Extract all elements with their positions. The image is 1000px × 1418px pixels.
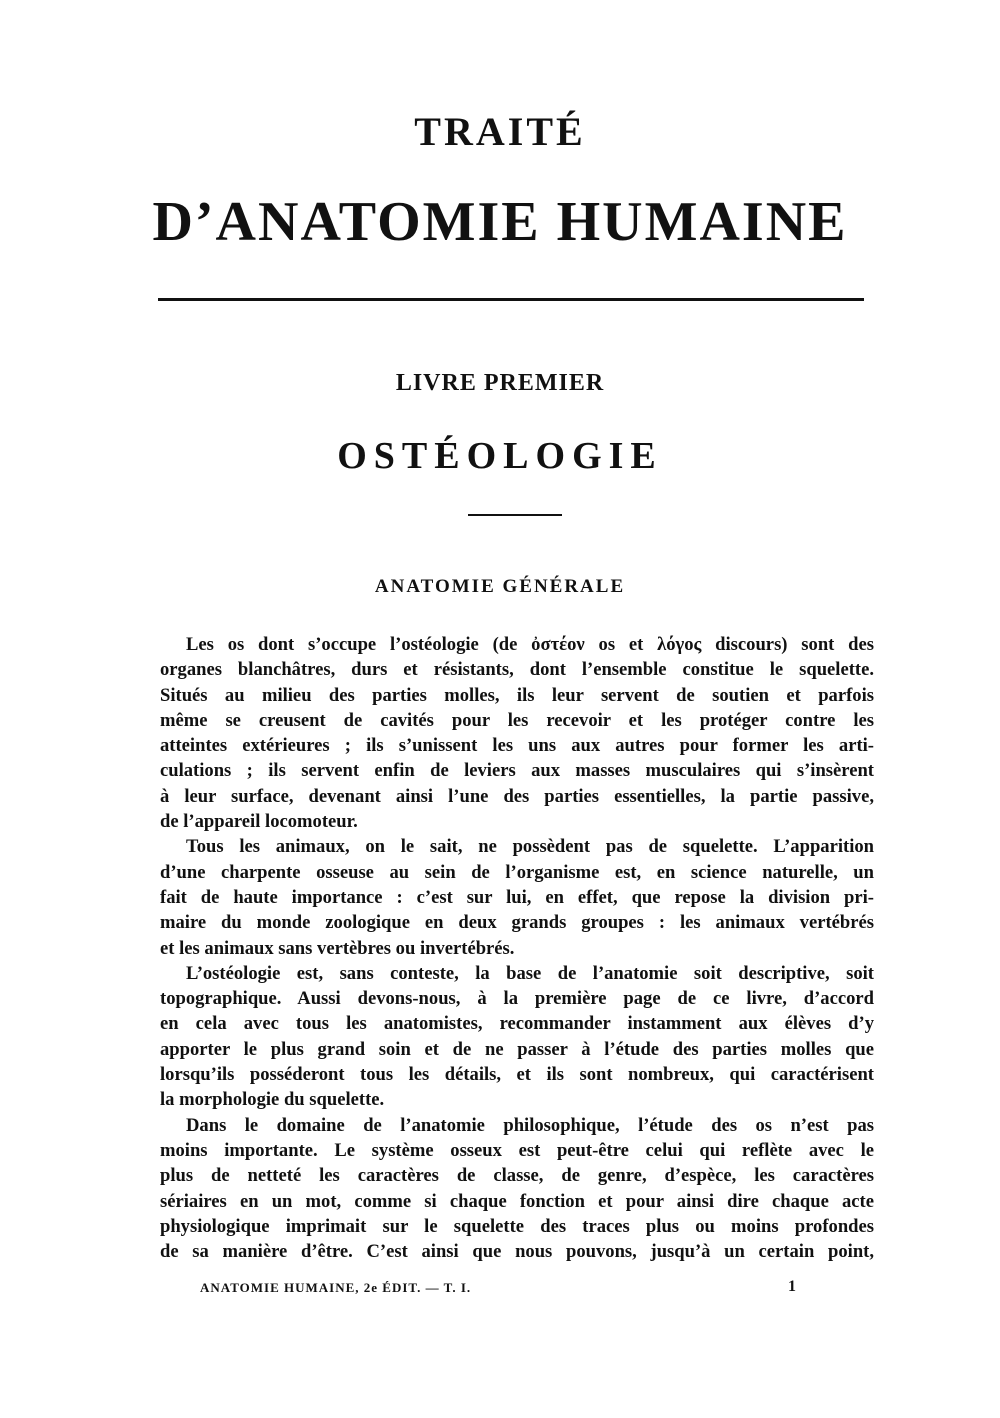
section-heading: ANATOMIE GÉNÉRALE: [374, 576, 626, 597]
body-line: même se creusent de cavités pour les recevoir et les protéger contre les: [160, 709, 874, 731]
body-line: de sa manière d’être. C’est ainsi que nous pouvons, jusqu’à un certain point,: [160, 1241, 874, 1263]
body-line: Tous les animaux, on le sait, ne possèdent pas de squelette. L’apparition: [186, 836, 874, 858]
body-line: Dans le domaine de l’anatomie philosophique, l’étude des os n’est pas: [186, 1114, 874, 1136]
title-line-2: D’ANATOMIE HUMAINE: [152, 191, 848, 253]
body-line: apporter le plus grand soin et de ne passer à l’étude des parties molles que: [160, 1038, 874, 1060]
body-line: culations ; ils servent enfin de leviers aux masses musculaires qui s’insèrent: [160, 760, 874, 782]
body-line: organes blanchâtres, durs et résistants, dont l’ensemble constitue le squelette.: [160, 659, 874, 681]
body-line: Situés au milieu des parties molles, ils leur servent de soutien et parfois: [160, 684, 874, 706]
body-line: et les animaux sans vertèbres ou invertébrés.: [160, 937, 515, 959]
body-line: physiologique imprimait sur le squelette des traces plus ou moins profondes: [160, 1215, 874, 1237]
body-line: la morphologie du squelette.: [160, 1089, 385, 1111]
body-line: sériaires en un mot, comme si chaque fonction et pour ainsi dire chaque acte: [160, 1190, 874, 1212]
title-divider: [158, 298, 864, 301]
page-number: 1: [788, 1278, 797, 1295]
body-line: à leur surface, devenant ainsi l’une des parties essentielles, la partie passive,: [160, 785, 874, 807]
body-line: fait de haute importance : c’est sur lui, en effet, que repose la division pri-: [160, 886, 874, 908]
subject-divider: [468, 514, 562, 516]
body-line: de l’appareil locomoteur.: [160, 811, 358, 833]
body-line: plus de netteté les caractères de classe, de genre, d’espèce, les caractères: [160, 1165, 874, 1187]
livre-heading: LIVRE PREMIER: [395, 370, 605, 396]
body-line: L’ostéologie est, sans conteste, la base de l’anatomie soit descriptive, soit: [186, 962, 874, 984]
body-line: Les os dont s’occupe l’ostéologie (de ὀστέον os et λόγος discours) sont des: [186, 634, 874, 655]
body-line: en cela avec tous les anatomistes, recommander instamment aux élèves d’y: [160, 1013, 874, 1035]
body-line: atteintes extérieures ; ils s’unissent les uns aux autres pour former les arti-: [160, 735, 874, 757]
body-line: lorsqu’ils posséderont tous les détails, et ils sont nombreux, qui caractérisent: [160, 1064, 874, 1086]
body-line: d’une charpente osseuse au sein de l’organisme est, en science naturelle, un: [160, 861, 874, 883]
body-text: [160, 632, 874, 1264]
running-title: ANATOMIE HUMAINE, 2e ÉDIT. — T. I.: [200, 1280, 472, 1295]
subject-heading: OSTÉOLOGIE: [337, 435, 663, 477]
body-line: maire du monde zoologique en deux grands groupes : les animaux vertébrés: [160, 912, 874, 934]
title-line-1: TRAITÉ: [414, 109, 586, 154]
body-line: moins importante. Le système osseux est peut-être celui qui reflète avec le: [160, 1139, 874, 1161]
body-line: topographique. Aussi devons-nous, à la première page de ce livre, d’accord: [160, 988, 874, 1010]
